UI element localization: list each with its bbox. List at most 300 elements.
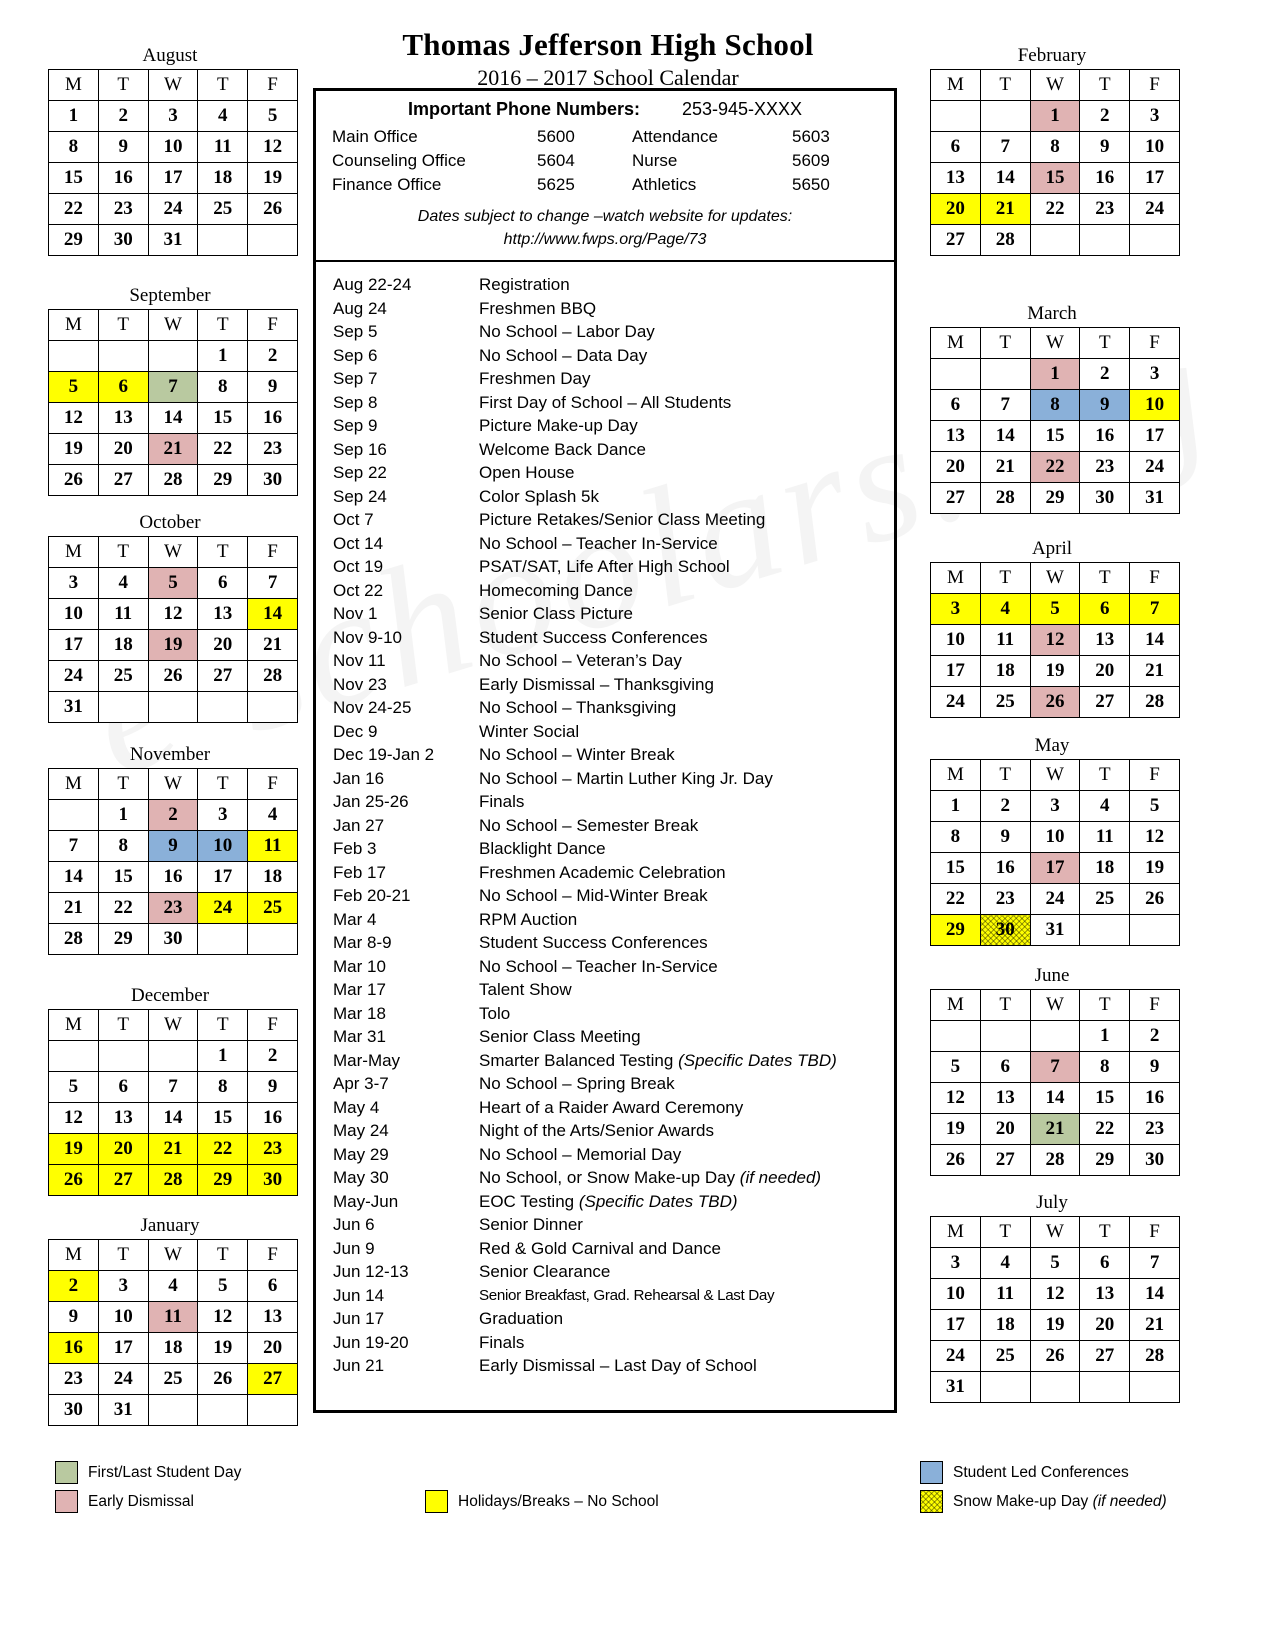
day-cell[interactable]: 2	[1080, 101, 1130, 132]
day-cell[interactable]: 5	[49, 1072, 99, 1103]
day-cell[interactable]: 14	[1130, 1279, 1180, 1310]
day-cell[interactable]: 13	[98, 1103, 148, 1134]
day-cell[interactable]: 26	[248, 194, 298, 225]
day-cell[interactable]: 10	[1130, 390, 1180, 421]
event-description: No School – Teacher In-Service	[479, 956, 718, 976]
day-cell[interactable]: 27	[1080, 687, 1130, 718]
day-cell[interactable]: 17	[931, 1310, 981, 1341]
day-cell[interactable]: 4	[248, 800, 298, 831]
day-cell[interactable]: 9	[248, 372, 298, 403]
day-cell[interactable]: 29	[198, 1165, 248, 1196]
day-cell[interactable]: 2	[1130, 1021, 1180, 1052]
day-cell[interactable]: 20	[98, 434, 148, 465]
week-row	[49, 194, 298, 225]
phone-dept-name: Nurse	[632, 151, 678, 171]
day-cell[interactable]: 10	[198, 831, 248, 862]
day-cell[interactable]: 3	[148, 101, 198, 132]
day-cell[interactable]: 26	[49, 465, 99, 496]
day-cell[interactable]: 19	[1030, 1310, 1080, 1341]
day-cell[interactable]: 13	[198, 599, 248, 630]
day-cell[interactable]: 29	[98, 924, 148, 955]
day-cell[interactable]: 21	[980, 194, 1030, 225]
weekday-header: F	[1130, 563, 1180, 594]
day-cell[interactable]: 28	[148, 1165, 198, 1196]
day-cell[interactable]: 28	[980, 483, 1030, 514]
day-cell[interactable]: 7	[148, 372, 198, 403]
day-cell[interactable]: 7	[248, 568, 298, 599]
day-cell[interactable]: 5	[248, 101, 298, 132]
day-cell[interactable]: 24	[98, 1364, 148, 1395]
day-cell[interactable]: 15	[1080, 1083, 1130, 1114]
day-cell[interactable]: 18	[248, 862, 298, 893]
event-row	[333, 955, 894, 979]
empty-day-cell	[1030, 1372, 1080, 1403]
day-cell[interactable]: 19	[198, 1333, 248, 1364]
day-cell[interactable]: 9	[980, 822, 1030, 853]
day-cell[interactable]: 24	[931, 1341, 981, 1372]
day-cell[interactable]: 14	[1030, 1083, 1080, 1114]
day-cell[interactable]: 6	[980, 1052, 1030, 1083]
day-cell[interactable]: 18	[198, 163, 248, 194]
day-cell[interactable]: 28	[1030, 1145, 1080, 1176]
day-cell[interactable]: 8	[198, 1072, 248, 1103]
day-cell[interactable]: 11	[148, 1302, 198, 1333]
week-row	[931, 1341, 1180, 1372]
day-cell[interactable]: 28	[980, 225, 1030, 256]
day-cell[interactable]: 18	[98, 630, 148, 661]
day-cell[interactable]: 1	[198, 341, 248, 372]
day-cell[interactable]: 5	[1030, 1248, 1080, 1279]
month-name: January	[140, 1215, 200, 1236]
event-date: Jan 27	[333, 815, 385, 835]
day-cell[interactable]: 30	[248, 465, 298, 496]
day-cell[interactable]: 10	[1130, 132, 1180, 163]
day-cell[interactable]: 17	[1030, 853, 1080, 884]
day-cell[interactable]: 17	[1130, 163, 1180, 194]
day-cell[interactable]: 31	[931, 1372, 981, 1403]
day-cell[interactable]: 25	[980, 687, 1030, 718]
day-cell[interactable]: 19	[49, 1134, 99, 1165]
day-cell[interactable]: 12	[1130, 822, 1180, 853]
day-cell[interactable]: 12	[1030, 625, 1080, 656]
day-cell[interactable]: 5	[1030, 594, 1080, 625]
day-cell[interactable]: 23	[980, 884, 1030, 915]
day-cell[interactable]: 16	[248, 1103, 298, 1134]
phone-grid	[332, 125, 878, 197]
day-cell[interactable]: 16	[1130, 1083, 1180, 1114]
day-cell[interactable]: 30	[1130, 1145, 1180, 1176]
day-cell[interactable]: 14	[1130, 625, 1180, 656]
day-cell[interactable]: 23	[1130, 1114, 1180, 1145]
day-cell[interactable]: 7	[1130, 1248, 1180, 1279]
day-cell[interactable]: 21	[980, 452, 1030, 483]
day-cell[interactable]: 3	[1030, 791, 1080, 822]
day-cell[interactable]: 22	[1080, 1114, 1130, 1145]
event-description: Heart of a Raider Award Ceremony	[479, 1097, 744, 1117]
day-cell[interactable]: 10	[148, 132, 198, 163]
day-cell[interactable]: 30	[1080, 483, 1130, 514]
day-cell[interactable]: 8	[49, 132, 99, 163]
day-cell[interactable]: 9	[49, 1302, 99, 1333]
day-cell[interactable]: 25	[148, 1364, 198, 1395]
day-cell[interactable]: 12	[1030, 1279, 1080, 1310]
day-cell[interactable]: 7	[980, 390, 1030, 421]
day-cell[interactable]: 30	[148, 924, 198, 955]
day-cell[interactable]: 24	[931, 687, 981, 718]
day-cell[interactable]: 30	[980, 915, 1030, 946]
day-cell[interactable]: 14	[980, 421, 1030, 452]
month-september	[48, 285, 292, 496]
day-cell[interactable]: 25	[248, 893, 298, 924]
day-cell[interactable]: 17	[198, 862, 248, 893]
day-cell[interactable]: 21	[148, 1134, 198, 1165]
legend-item	[55, 1461, 241, 1484]
day-cell[interactable]: 25	[980, 1341, 1030, 1372]
day-cell[interactable]: 12	[931, 1083, 981, 1114]
day-cell[interactable]: 13	[98, 403, 148, 434]
day-cell[interactable]: 7	[1130, 594, 1180, 625]
day-cell[interactable]: 14	[49, 862, 99, 893]
event-description: Welcome Back Dance	[479, 439, 646, 459]
day-cell[interactable]: 25	[1080, 884, 1130, 915]
day-cell[interactable]: 28	[49, 924, 99, 955]
day-cell[interactable]: 14	[148, 403, 198, 434]
day-cell[interactable]: 29	[1030, 483, 1080, 514]
day-cell[interactable]: 29	[49, 225, 99, 256]
empty-day-cell	[49, 800, 99, 831]
day-cell[interactable]: 19	[931, 1114, 981, 1145]
event-row	[333, 626, 894, 650]
day-cell[interactable]: 14	[248, 599, 298, 630]
day-cell[interactable]: 13	[1080, 625, 1130, 656]
day-cell[interactable]: 1	[931, 791, 981, 822]
weekday-header-row	[49, 1010, 298, 1041]
day-cell[interactable]: 26	[198, 1364, 248, 1395]
weekday-header: T	[98, 537, 148, 568]
day-cell[interactable]: 6	[98, 372, 148, 403]
day-cell[interactable]: 28	[1130, 1341, 1180, 1372]
day-cell[interactable]: 13	[931, 163, 981, 194]
day-cell[interactable]: 6	[1080, 1248, 1130, 1279]
day-cell[interactable]: 3	[1130, 101, 1180, 132]
day-cell[interactable]: 17	[98, 1333, 148, 1364]
day-cell[interactable]: 31	[1130, 483, 1180, 514]
day-cell[interactable]: 22	[198, 434, 248, 465]
day-cell[interactable]: 3	[931, 594, 981, 625]
day-cell[interactable]: 1	[1080, 1021, 1130, 1052]
day-cell[interactable]: 27	[98, 1165, 148, 1196]
day-cell[interactable]: 28	[248, 661, 298, 692]
day-cell[interactable]: 23	[1080, 452, 1130, 483]
day-cell[interactable]: 16	[98, 163, 148, 194]
day-cell[interactable]: 27	[198, 661, 248, 692]
day-cell[interactable]: 17	[1130, 421, 1180, 452]
day-cell[interactable]: 25	[198, 194, 248, 225]
day-cell[interactable]: 5	[198, 1271, 248, 1302]
day-cell[interactable]: 21	[1130, 656, 1180, 687]
day-cell[interactable]: 24	[1130, 452, 1180, 483]
month-name: November	[129, 744, 211, 765]
day-cell[interactable]: 16	[980, 853, 1030, 884]
week-row	[931, 594, 1180, 625]
day-cell[interactable]: 4	[980, 594, 1030, 625]
day-cell[interactable]: 3	[98, 1271, 148, 1302]
day-cell[interactable]: 15	[931, 853, 981, 884]
day-cell[interactable]: 19	[1030, 656, 1080, 687]
day-cell[interactable]: 14	[148, 1103, 198, 1134]
day-cell[interactable]: 31	[148, 225, 198, 256]
day-cell[interactable]: 27	[931, 225, 981, 256]
day-cell[interactable]: 18	[980, 656, 1030, 687]
day-cell[interactable]: 10	[98, 1302, 148, 1333]
day-cell[interactable]: 26	[148, 661, 198, 692]
legend-item	[55, 1490, 194, 1513]
day-cell[interactable]: 27	[248, 1364, 298, 1395]
week-row	[49, 831, 298, 862]
day-cell[interactable]: 26	[1130, 884, 1180, 915]
week-row	[49, 1072, 298, 1103]
day-cell[interactable]: 24	[198, 893, 248, 924]
day-cell[interactable]: 11	[98, 599, 148, 630]
day-cell[interactable]: 4	[98, 568, 148, 599]
week-row	[931, 822, 1180, 853]
day-cell[interactable]: 29	[931, 915, 981, 946]
day-cell[interactable]: 9	[1130, 1052, 1180, 1083]
week-row	[931, 1279, 1180, 1310]
day-cell[interactable]: 30	[98, 225, 148, 256]
day-cell[interactable]: 24	[49, 661, 99, 692]
day-cell[interactable]: 22	[98, 893, 148, 924]
day-cell[interactable]: 23	[248, 1134, 298, 1165]
day-cell[interactable]: 15	[1030, 421, 1080, 452]
day-cell[interactable]: 31	[1030, 915, 1080, 946]
day-cell[interactable]: 23	[1080, 194, 1130, 225]
day-cell[interactable]: 6	[1080, 594, 1130, 625]
day-cell[interactable]: 6	[931, 390, 981, 421]
day-cell[interactable]: 23	[148, 893, 198, 924]
day-cell[interactable]: 17	[49, 630, 99, 661]
day-cell[interactable]: 13	[1080, 1279, 1130, 1310]
day-cell[interactable]: 16	[248, 403, 298, 434]
day-cell[interactable]: 12	[198, 1302, 248, 1333]
day-cell[interactable]: 28	[1130, 687, 1180, 718]
event-date: Jun 6	[333, 1215, 375, 1235]
day-cell[interactable]: 20	[931, 452, 981, 483]
day-cell[interactable]: 5	[148, 568, 198, 599]
day-cell[interactable]: 9	[1080, 132, 1130, 163]
day-cell[interactable]: 19	[248, 163, 298, 194]
day-cell[interactable]: 18	[980, 1310, 1030, 1341]
day-cell[interactable]: 16	[148, 862, 198, 893]
day-cell[interactable]: 26	[1030, 1341, 1080, 1372]
day-cell[interactable]: 6	[98, 1072, 148, 1103]
day-cell[interactable]: 27	[980, 1145, 1030, 1176]
day-cell[interactable]: 6	[931, 132, 981, 163]
day-cell[interactable]: 10	[49, 599, 99, 630]
day-cell[interactable]: 3	[1130, 359, 1180, 390]
day-cell[interactable]: 22	[198, 1134, 248, 1165]
week-row	[49, 862, 298, 893]
day-cell[interactable]: 3	[198, 800, 248, 831]
day-cell[interactable]: 5	[931, 1052, 981, 1083]
day-cell[interactable]: 20	[931, 194, 981, 225]
empty-day-cell	[98, 692, 148, 723]
day-cell[interactable]: 11	[1080, 822, 1130, 853]
day-cell[interactable]: 29	[198, 465, 248, 496]
day-cell[interactable]: 27	[931, 483, 981, 514]
day-cell[interactable]: 2	[248, 1041, 298, 1072]
day-cell[interactable]: 11	[248, 831, 298, 862]
day-cell[interactable]: 7	[49, 831, 99, 862]
day-cell[interactable]: 28	[148, 465, 198, 496]
day-cell[interactable]: 22	[931, 884, 981, 915]
day-cell[interactable]: 2	[49, 1271, 99, 1302]
day-cell[interactable]: 20	[980, 1114, 1030, 1145]
weekday-header: T	[980, 70, 1030, 101]
day-cell[interactable]: 16	[1080, 421, 1130, 452]
event-date: Sep 6	[333, 345, 378, 365]
day-cell[interactable]: 6	[198, 568, 248, 599]
day-cell[interactable]: 21	[1030, 1114, 1080, 1145]
day-cell[interactable]: 27	[1080, 1341, 1130, 1372]
day-cell[interactable]: 24	[1130, 194, 1180, 225]
day-cell[interactable]: 16	[1080, 163, 1130, 194]
day-cell[interactable]: 12	[248, 132, 298, 163]
legend-item	[920, 1461, 1129, 1484]
day-cell[interactable]: 1	[198, 1041, 248, 1072]
day-cell[interactable]: 3	[49, 568, 99, 599]
day-cell[interactable]: 19	[1130, 853, 1180, 884]
day-cell[interactable]: 31	[98, 1395, 148, 1426]
day-cell[interactable]: 4	[1080, 791, 1130, 822]
day-cell[interactable]: 9	[98, 132, 148, 163]
day-cell[interactable]: 10	[931, 625, 981, 656]
day-cell[interactable]: 17	[931, 656, 981, 687]
day-cell[interactable]: 8	[198, 372, 248, 403]
day-cell[interactable]: 18	[148, 1333, 198, 1364]
day-cell[interactable]: 26	[49, 1165, 99, 1196]
day-cell[interactable]: 23	[98, 194, 148, 225]
day-cell[interactable]: 22	[49, 194, 99, 225]
week-row	[49, 1103, 298, 1134]
day-cell[interactable]: 20	[198, 630, 248, 661]
day-cell[interactable]: 21	[248, 630, 298, 661]
day-cell[interactable]: 10	[1030, 822, 1080, 853]
day-cell[interactable]: 1	[98, 800, 148, 831]
day-cell[interactable]: 1	[1030, 101, 1080, 132]
day-cell[interactable]: 8	[1030, 390, 1080, 421]
day-cell[interactable]: 24	[148, 194, 198, 225]
day-cell[interactable]: 15	[49, 163, 99, 194]
day-cell[interactable]: 19	[49, 434, 99, 465]
day-cell[interactable]: 2	[1080, 359, 1130, 390]
day-cell[interactable]: 5	[49, 372, 99, 403]
day-cell[interactable]: 4	[980, 1248, 1030, 1279]
day-cell[interactable]: 9	[248, 1072, 298, 1103]
day-cell[interactable]: 13	[980, 1083, 1030, 1114]
day-cell[interactable]: 23	[248, 434, 298, 465]
day-cell[interactable]: 7	[980, 132, 1030, 163]
day-cell[interactable]: 20	[248, 1333, 298, 1364]
day-cell[interactable]: 21	[1130, 1310, 1180, 1341]
day-cell[interactable]: 7	[1030, 1052, 1080, 1083]
day-cell[interactable]: 31	[49, 692, 99, 723]
day-cell[interactable]: 5	[1130, 791, 1180, 822]
day-cell[interactable]: 30	[49, 1395, 99, 1426]
day-cell[interactable]: 4	[198, 101, 248, 132]
day-cell[interactable]: 19	[148, 630, 198, 661]
day-cell[interactable]: 8	[931, 822, 981, 853]
day-cell[interactable]: 2	[980, 791, 1030, 822]
day-cell[interactable]: 24	[1030, 884, 1080, 915]
event-date: Mar 10	[333, 956, 386, 976]
day-cell[interactable]: 26	[931, 1145, 981, 1176]
day-cell[interactable]: 7	[148, 1072, 198, 1103]
day-cell[interactable]: 20	[1080, 1310, 1130, 1341]
day-cell[interactable]: 9	[1080, 390, 1130, 421]
day-cell[interactable]: 9	[148, 831, 198, 862]
day-cell[interactable]: 1	[1030, 359, 1080, 390]
day-cell[interactable]: 15	[1030, 163, 1080, 194]
day-cell[interactable]: 22	[1030, 452, 1080, 483]
week-row	[931, 884, 1180, 915]
month-name: July	[1036, 1192, 1068, 1213]
day-cell[interactable]: 15	[98, 862, 148, 893]
day-cell[interactable]: 20	[98, 1134, 148, 1165]
day-cell[interactable]: 15	[198, 403, 248, 434]
day-cell[interactable]: 2	[248, 341, 298, 372]
day-cell[interactable]: 18	[1080, 853, 1130, 884]
day-cell[interactable]: 1	[49, 101, 99, 132]
day-cell[interactable]: 4	[148, 1271, 198, 1302]
day-cell[interactable]: 12	[148, 599, 198, 630]
day-cell[interactable]: 11	[980, 1279, 1030, 1310]
day-cell[interactable]: 2	[148, 800, 198, 831]
empty-day-cell	[248, 1395, 298, 1426]
day-cell[interactable]: 12	[49, 403, 99, 434]
event-date: Nov 24-25	[333, 698, 412, 718]
day-cell[interactable]: 6	[248, 1271, 298, 1302]
event-description: Finals	[479, 1332, 525, 1352]
day-cell[interactable]: 12	[49, 1103, 99, 1134]
day-cell[interactable]: 11	[198, 132, 248, 163]
day-cell[interactable]: 30	[248, 1165, 298, 1196]
day-cell[interactable]: 13	[248, 1302, 298, 1333]
day-cell[interactable]: 21	[49, 893, 99, 924]
day-cell[interactable]: 10	[931, 1279, 981, 1310]
day-cell[interactable]: 15	[198, 1103, 248, 1134]
day-cell[interactable]: 3	[931, 1248, 981, 1279]
day-cell[interactable]: 26	[1030, 687, 1080, 718]
empty-day-cell	[98, 341, 148, 372]
day-cell[interactable]: 13	[931, 421, 981, 452]
day-cell[interactable]: 2	[98, 101, 148, 132]
day-cell[interactable]: 25	[98, 661, 148, 692]
day-cell[interactable]: 8	[1030, 132, 1080, 163]
day-cell[interactable]: 16	[49, 1333, 99, 1364]
day-cell[interactable]: 23	[49, 1364, 99, 1395]
day-cell[interactable]: 14	[980, 163, 1030, 194]
day-cell[interactable]: 22	[1030, 194, 1080, 225]
day-cell[interactable]: 17	[148, 163, 198, 194]
day-cell[interactable]: 8	[98, 831, 148, 862]
day-cell[interactable]: 29	[1080, 1145, 1130, 1176]
day-cell[interactable]: 20	[1080, 656, 1130, 687]
day-cell[interactable]: 21	[148, 434, 198, 465]
day-cell[interactable]: 27	[98, 465, 148, 496]
day-cell[interactable]: 11	[980, 625, 1030, 656]
day-cell[interactable]: 8	[1080, 1052, 1130, 1083]
